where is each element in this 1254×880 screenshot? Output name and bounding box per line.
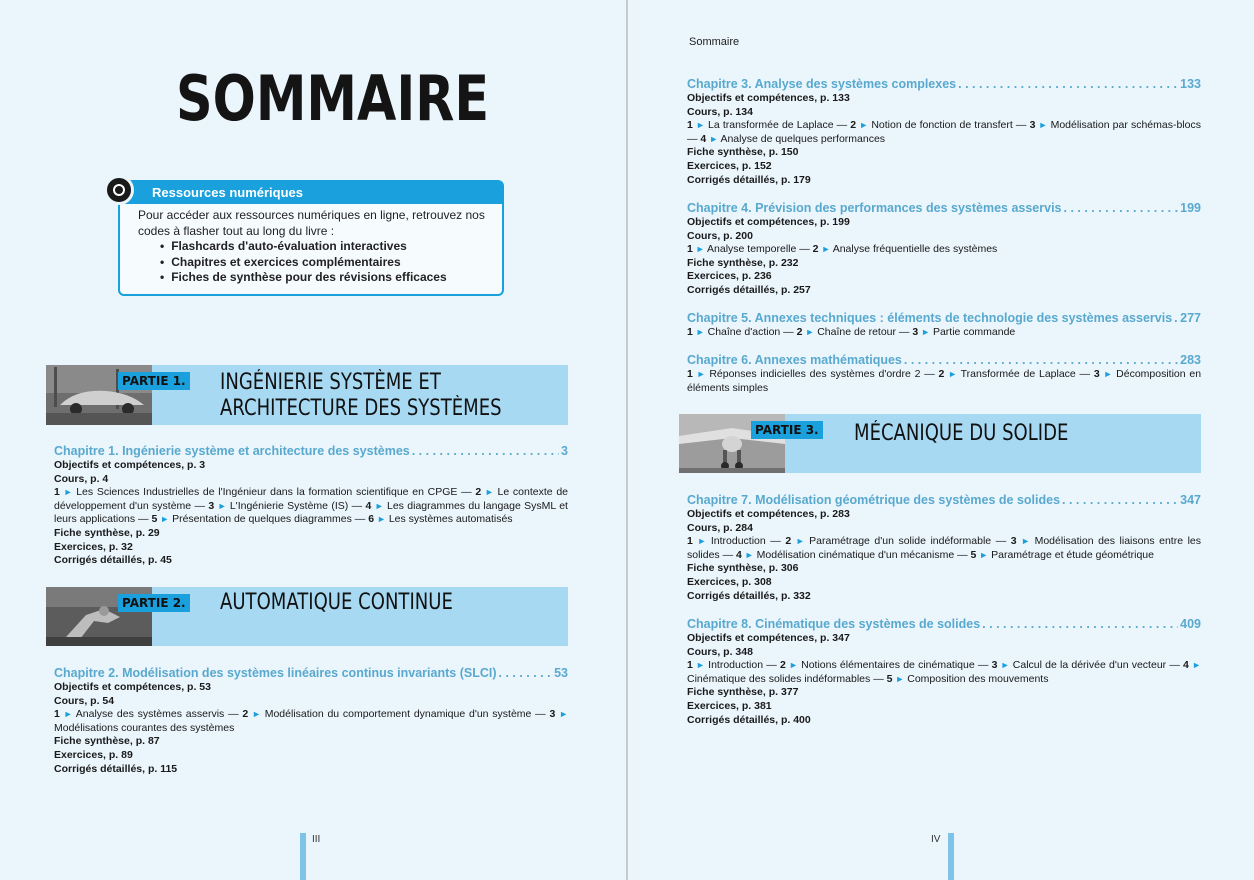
chapter-8 (687, 617, 1201, 727)
chapter-title: Chapitre 8. Cinématique des systèmes de solides (687, 617, 981, 631)
chapter-2 (54, 666, 568, 776)
section-number: 5 (151, 513, 158, 526)
chapter-page: 53 (554, 666, 568, 680)
triangle-right-icon: ► (979, 549, 989, 560)
section-title: Les systèmes automatisés (388, 513, 513, 526)
exercises-line: Exercices, p. 89 (54, 748, 133, 761)
corrections-line: Corrigés détaillés, p. 115 (54, 762, 178, 775)
folio-bar (300, 833, 306, 880)
leader-dots (499, 666, 553, 681)
resources-body (138, 208, 494, 286)
section-title: Présentation de quelques diagrammes (172, 513, 352, 526)
leader-dots (1064, 201, 1179, 216)
objectives-line: Objectifs et compétences, p. 3 (54, 459, 206, 471)
chapter-5 (687, 311, 1201, 340)
chapter-page: 133 (1180, 77, 1201, 91)
section-title: Transformée de Laplace (960, 368, 1076, 380)
section-number: 5 (886, 672, 893, 685)
chapter-page: 277 (1180, 311, 1201, 325)
chapter-title: Chapitre 6. Annexes mathématiques (687, 353, 902, 367)
section-list: 1 ► Introduction — 2 ► Paramétrage d'un solide indéformable — 3 ► Modélisation des liaisons entre les solides — 4 ► Modélisation cinématique d'un mécanisme — 5 ► Paramétrage et étude géométrique (687, 535, 1201, 561)
section-number: 3 (549, 708, 556, 721)
chapter-heading[interactable] (687, 311, 1201, 326)
chapter-title: Chapitre 2. Modélisation des systèmes linéaires continus invariants (SLCI) (54, 666, 497, 680)
triangle-right-icon: ► (1192, 660, 1202, 671)
triangle-right-icon: ► (948, 369, 958, 379)
section-number: 1 (687, 326, 693, 338)
synthesis-line: Fiche synthèse, p. 232 (687, 256, 799, 269)
triangle-right-icon: ► (1103, 369, 1113, 379)
section-list: 1 ► Introduction — 2 ► Notions élémentaires de cinématique — 3 ► Calcul de la dérivée d'un vecteur — 4 ► Cinématique des solides indéformables — 5 ► Composition des mouvements (687, 659, 1202, 685)
section-title: Chaîne de retour (817, 326, 897, 338)
section-title: Le contexte de développement d'un système (54, 486, 568, 512)
chapter-heading[interactable] (54, 666, 568, 681)
part-1-title-line1: INGÉNIERIE SYSTÈME ET (220, 370, 441, 395)
section-title: Paramétrage d'un solide indéformable (809, 535, 992, 548)
leader-dots (1174, 311, 1178, 326)
exercises-line: Exercices, p. 32 (54, 540, 133, 553)
resources-list (138, 239, 494, 286)
objectives-line: Objectifs et compétences, p. 199 (687, 216, 850, 228)
section-number: 3 (1010, 535, 1017, 548)
triangle-right-icon: ► (788, 660, 798, 671)
objectives-line: Objectifs et compétences, p. 133 (687, 92, 850, 104)
triangle-right-icon: ► (63, 709, 73, 720)
section-number: 2 (779, 659, 786, 672)
chapter-title: Chapitre 7. Modélisation géométrique des systèmes de solides (687, 493, 1061, 507)
chapter-7 (687, 493, 1201, 603)
chapter-heading[interactable] (687, 201, 1201, 216)
part-2-title: AUTOMATIQUE CONTINUE (220, 590, 453, 615)
section-title: Décomposition en éléments simples (687, 368, 1202, 394)
corrections-line: Corrigés détaillés, p. 257 (687, 283, 811, 296)
section-number: 2 (812, 243, 819, 256)
exercises-line: Exercices, p. 381 (687, 699, 772, 712)
section-title: Réponses indicielles des systèmes d'ordre 2 (709, 368, 921, 380)
section-number: 4 (736, 548, 742, 561)
exercises-line: Exercices, p. 152 (687, 159, 772, 172)
page-number: III (312, 834, 321, 845)
triangle-right-icon: ► (252, 709, 261, 720)
part-2-label: PARTIE 2. (118, 594, 190, 612)
section-title: Introduction (710, 535, 766, 548)
triangle-right-icon: ► (696, 369, 706, 379)
part-1-label: PARTIE 1. (118, 372, 190, 390)
synthesis-line: Fiche synthèse, p. 306 (687, 562, 799, 575)
leader-dots (982, 617, 1178, 632)
triangle-right-icon: ► (696, 660, 705, 671)
section-title: Analyse des systèmes asservis (75, 708, 225, 721)
resources-item: • Flashcards d'auto-évaluation interactives (160, 239, 494, 255)
exercises-line: Exercices, p. 236 (687, 270, 772, 283)
exercises-line: Exercices, p. 308 (687, 575, 772, 588)
section-number: 6 (368, 513, 375, 526)
section-title: Modélisation par schémas-blocs (1050, 119, 1201, 132)
qr-flash-icon (104, 175, 134, 205)
chapter-heading[interactable] (687, 77, 1201, 92)
section-title: Paramétrage et étude géométrique (991, 548, 1154, 561)
triangle-right-icon: ► (63, 487, 73, 498)
section-title: Modélisation des liaisons entre les solides (687, 535, 1201, 561)
triangle-right-icon: ► (709, 133, 719, 144)
section-number: 5 (970, 548, 977, 561)
section-list: 1 ► Analyse temporelle — 2 ► Analyse fréquentielle des systèmes (687, 243, 998, 256)
chapter-heading[interactable] (54, 444, 568, 459)
section-number: 1 (687, 119, 693, 132)
section-number: 2 (850, 119, 857, 132)
left-page (0, 0, 626, 880)
course-line: Cours, p. 54 (54, 694, 115, 707)
course-line: Cours, p. 348 (687, 645, 753, 658)
leader-dots (412, 444, 559, 459)
section-title: Analyse temporelle (707, 243, 797, 256)
chapter-heading[interactable] (687, 617, 1201, 632)
triangle-right-icon: ► (374, 500, 384, 511)
folio-bar (948, 833, 954, 880)
section-title: Modélisation cinématique d'un mécanisme (756, 548, 955, 561)
resources-intro: Pour accéder aux ressources numériques en ligne, retrouvez nos codes à flasher tout au long du livre : (138, 208, 485, 238)
section-title: Modélisation du comportement dynamique d'un système (264, 708, 532, 721)
section-title: Analyse fréquentielle des systèmes (832, 243, 998, 256)
section-number: 2 (242, 708, 249, 721)
section-title: Notions élémentaires de cinématique (801, 659, 975, 672)
resources-box (118, 180, 504, 296)
section-number: 2 (475, 486, 482, 499)
resources-item: • Fiches de synthèse pour des révisions efficaces (160, 270, 494, 286)
objectives-line: Objectifs et compétences, p. 283 (687, 508, 850, 520)
section-number: 3 (991, 659, 998, 672)
chapter-page: 283 (1180, 353, 1201, 367)
triangle-right-icon: ► (921, 327, 931, 337)
section-number: 1 (687, 659, 693, 672)
chapter-title: Chapitre 4. Prévision des performances des systèmes asservis (687, 201, 1062, 215)
section-title: Cinématique des solides indéformables (687, 672, 871, 685)
section-number: 1 (687, 535, 693, 548)
chapter-page: 199 (1180, 201, 1201, 215)
chapter-6 (687, 353, 1201, 395)
section-number: 2 (796, 326, 803, 338)
chapter-heading[interactable] (687, 353, 1201, 368)
resources-header: Ressources numériques (120, 182, 502, 204)
synthesis-line: Fiche synthèse, p. 29 (54, 526, 160, 539)
section-title: Calcul de la dérivée d'un vecteur (1012, 659, 1167, 672)
triangle-right-icon: ► (821, 244, 831, 255)
synthesis-line: Fiche synthèse, p. 150 (687, 146, 799, 159)
course-line: Cours, p. 284 (687, 521, 753, 534)
page-title: SOMMAIRE (176, 62, 490, 135)
section-number: 4 (365, 499, 372, 512)
triangle-right-icon: ► (695, 120, 705, 131)
section-title: Introduction (708, 659, 764, 672)
synthesis-line: Fiche synthèse, p. 87 (54, 735, 160, 748)
section-number: 2 (938, 368, 945, 380)
chapter-title: Chapitre 5. Annexes techniques : éléments de technologie des systèmes asservis (687, 311, 1173, 325)
corrections-line: Corrigés détaillés, p. 400 (687, 713, 811, 726)
triangle-right-icon: ► (484, 487, 494, 498)
resources-item: • Chapitres et exercices complémentaires (160, 255, 494, 271)
right-page (628, 0, 1254, 880)
section-title: Analyse de quelques performances (720, 132, 886, 145)
course-line: Cours, p. 4 (54, 472, 109, 485)
section-number: 1 (687, 368, 693, 380)
course-line: Cours, p. 200 (687, 229, 753, 242)
section-list: 1 ► Réponses indicielles des systèmes d'ordre 2 — 2 ► Transformée de Laplace — 3 ► Décomposition en éléments simples (687, 368, 1202, 394)
page-number: IV (931, 834, 941, 845)
part-3-label: PARTIE 3. (751, 421, 823, 439)
part-3-title: MÉCANIQUE DU SOLIDE (854, 421, 1069, 446)
section-title: Notion de fonction de transfert (871, 119, 1013, 132)
section-list: 1 ► Chaîne d'action — 2 ► Chaîne de retour — 3 ► Partie commande (687, 326, 1016, 338)
triangle-right-icon: ► (559, 709, 569, 720)
section-title: Composition des mouvements (907, 672, 1049, 685)
triangle-right-icon: ► (695, 244, 705, 255)
section-number: 3 (912, 326, 919, 338)
leader-dots (1062, 493, 1178, 508)
part-1-title-line2: ARCHITECTURE DES SYSTÈMES (220, 396, 502, 421)
section-number: 4 (700, 132, 707, 145)
running-head: Sommaire (689, 36, 740, 48)
section-title: Les diagrammes du langage SysML et leurs applications (54, 499, 568, 526)
chapter-heading[interactable] (687, 493, 1201, 508)
chapter-page: 409 (1180, 617, 1201, 631)
corrections-line: Corrigés détaillés, p. 179 (687, 173, 811, 186)
section-number: 1 (54, 708, 60, 721)
section-title: Modélisations courantes des systèmes (54, 721, 235, 734)
section-number: 3 (1029, 119, 1036, 132)
corrections-line: Corrigés détaillés, p. 332 (687, 589, 811, 602)
chapter-4 (687, 201, 1201, 298)
triangle-right-icon: ► (744, 549, 754, 560)
section-title: L'Ingénierie Système (IS) (229, 499, 349, 512)
triangle-right-icon: ► (376, 514, 386, 525)
objectives-line: Objectifs et compétences, p. 347 (687, 632, 850, 644)
triangle-right-icon: ► (1038, 120, 1048, 131)
section-title: La transformée de Laplace (708, 119, 834, 132)
section-number: 1 (54, 486, 60, 499)
chapter-title: Chapitre 1. Ingénierie système et architecture des systèmes (54, 444, 410, 458)
chapter-1 (54, 444, 568, 568)
triangle-right-icon: ► (697, 536, 707, 547)
objectives-line: Objectifs et compétences, p. 53 (54, 681, 211, 693)
section-title: Partie commande (932, 326, 1016, 338)
section-title: Les Sciences Industrielles de l'Ingénieur dans la formation scientifique en CPGE (76, 486, 458, 499)
triangle-right-icon: ► (859, 120, 869, 131)
course-line: Cours, p. 134 (687, 105, 753, 118)
section-list: 1 ► La transformée de Laplace — 2 ► Notion de fonction de transfert — 3 ► Modélisation par schémas-blocs — 4 ► Analyse de quelques performances (687, 119, 1201, 145)
triangle-right-icon: ► (1021, 536, 1031, 547)
chapter-title: Chapitre 3. Analyse des systèmes complexes (687, 77, 957, 91)
section-number: 2 (785, 535, 792, 548)
triangle-right-icon: ► (805, 327, 815, 337)
section-title: Chaîne d'action (707, 326, 781, 338)
corrections-line: Corrigés détaillés, p. 45 (54, 554, 172, 567)
triangle-right-icon: ► (160, 514, 170, 525)
triangle-right-icon: ► (695, 327, 705, 337)
leader-dots (958, 77, 1178, 92)
section-number: 3 (208, 499, 215, 512)
synthesis-line: Fiche synthèse, p. 377 (687, 686, 799, 699)
triangle-right-icon: ► (795, 536, 805, 547)
section-list: 1 ► Les Sciences Industrielles de l'Ingénieur dans la formation scientifique en CPGE — 2 ► Le contexte de développement d'un système — 3 ► L'Ingénierie Système (IS) — 4 ► Les diagrammes du langage SysML et leurs applications — 5 ► Présentation de quelques diagrammes — 6 ► Les systèmes automatisés (54, 486, 568, 526)
section-number: 1 (687, 243, 693, 256)
triangle-right-icon: ► (895, 673, 905, 684)
triangle-right-icon: ► (217, 500, 227, 511)
triangle-right-icon: ► (1000, 660, 1010, 671)
section-number: 3 (1093, 368, 1100, 380)
leader-dots (904, 353, 1178, 368)
chapter-3 (687, 77, 1201, 187)
section-number: 4 (1183, 659, 1189, 672)
section-list: 1 ► Analyse des systèmes asservis — 2 ► Modélisation du comportement dynamique d'un système — 3 ► Modélisations courantes des systèmes (54, 708, 569, 734)
chapter-page: 3 (561, 444, 568, 458)
chapter-page: 347 (1180, 493, 1201, 507)
